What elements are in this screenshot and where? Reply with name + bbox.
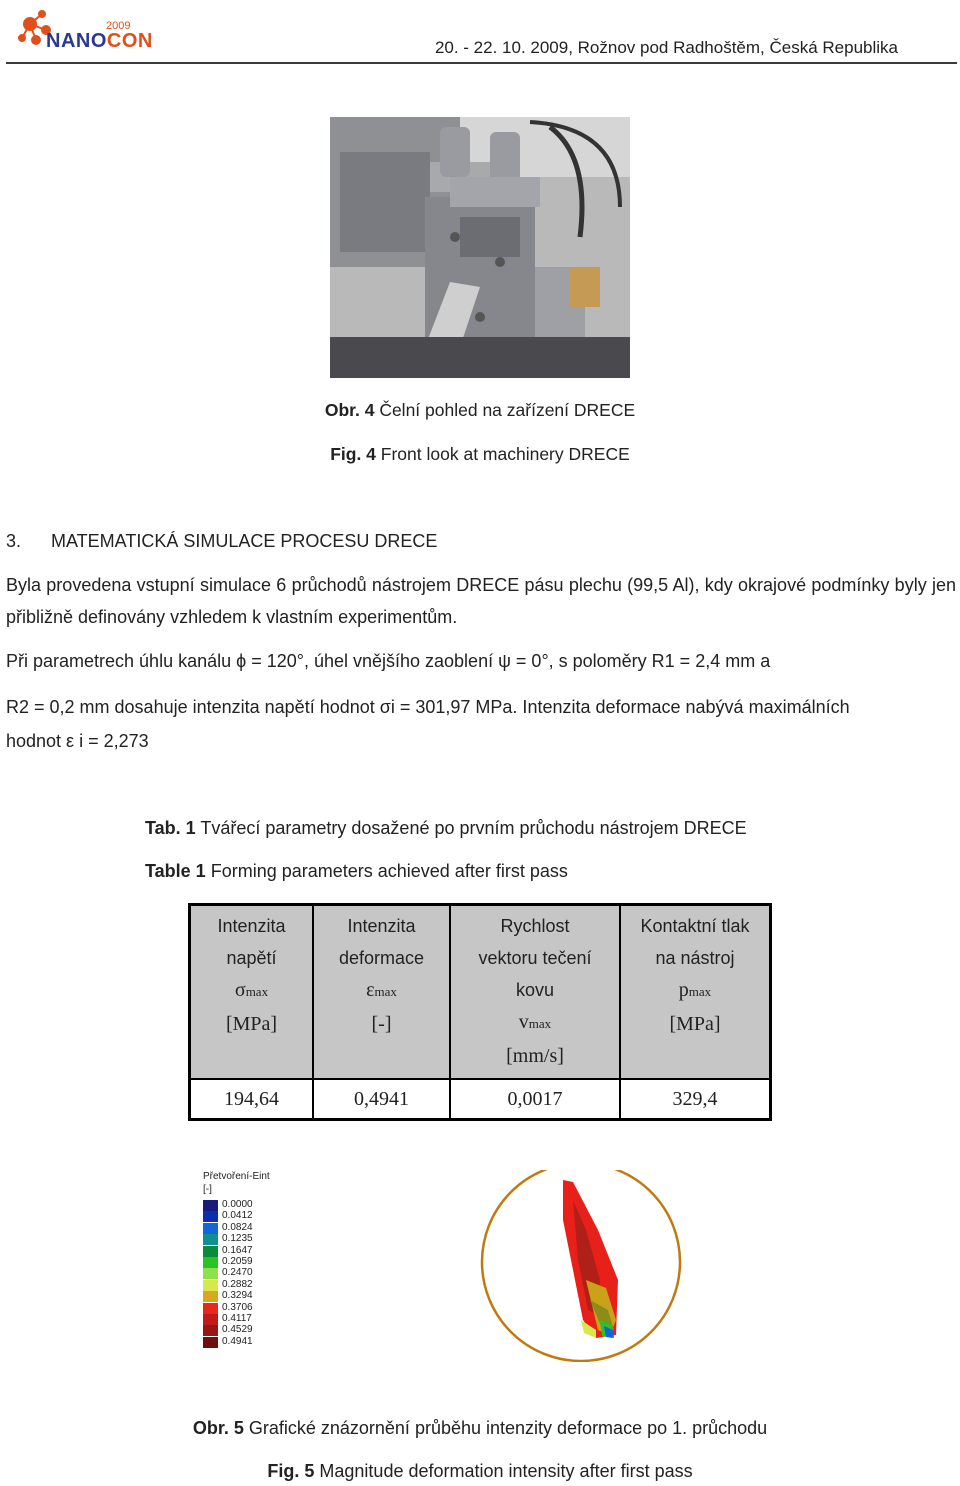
legend-title-line1: Přetvoření-Eint [203,1171,270,1182]
figure5-label-en: Fig. 5 [267,1461,315,1481]
legend-swatch [203,1211,218,1222]
legend-swatch [203,1337,218,1348]
legend-swatch [203,1246,218,1257]
header-line: vektoru tečení [478,948,592,968]
legend-swatch [203,1257,218,1268]
header-symbol: vmax [518,1011,552,1033]
header-unit: [mm/s] [506,1045,564,1067]
header-line: Intenzita [217,916,286,936]
figure4-text-en: Front look at machinery DRECE [375,444,630,464]
header-divider [6,62,957,64]
forming-parameters-table [188,903,772,1121]
legend-label: 0.2882 [222,1278,253,1290]
legend-swatch [203,1268,218,1279]
table1-caption-en [145,861,568,882]
header-line: napětí [226,948,277,968]
header-line: na nástroj [655,948,735,968]
legend-swatch [203,1200,218,1211]
paragraph-3-line2: hodnot ε i = 2,273 [6,731,149,751]
legend-swatch [203,1325,218,1336]
table-cell: 0,4941 [313,1079,450,1120]
header-line: deformace [338,948,425,968]
figure4-caption-cz [0,400,960,421]
section-title: MATEMATICKÁ SIMULACE PROCESU DRECE [51,531,438,551]
drece-machine-photo [330,117,630,378]
figure5-caption-cz [0,1418,960,1439]
logo-wordmark [46,30,153,53]
paragraph-1: Byla provedena vstupní simulace 6 průchodů nástrojem DRECE pásu plechu (99,5 Al), kdy okrajové podmínky byly jen přibližně definovány vzhledem k vlastním experimentům. [6,575,956,627]
figure4-text-cz: Čelní pohled na zařízení DRECE [374,400,636,420]
legend-swatch [203,1291,218,1302]
table-cell: 0,0017 [450,1079,620,1120]
legend-item [203,1337,263,1348]
conference-date-place: 20. - 22. 10. 2009, Rožnov pod Radhoštěm, Česká Republika [434,38,898,57]
figure4-label-en: Fig. 4 [330,444,376,464]
legend-swatch [203,1234,218,1245]
header-symbol: pmax [678,979,712,1001]
figure4-caption-en [0,444,960,465]
legend-label: 0.3294 [222,1290,253,1302]
section-heading [6,531,467,552]
legend-label: 0.4117 [222,1313,252,1324]
legend-swatch [203,1314,218,1325]
legend-swatch [203,1280,218,1291]
legend-label: 0.0000 [222,1199,253,1210]
logo-wordmark-con: CON [106,30,153,52]
legend-label: 0.1647 [222,1244,253,1256]
table-values-row [190,1079,771,1120]
legend-label: 0.2470 [222,1267,253,1279]
header-line: Rychlost [500,916,570,936]
header-symbol: εmax [366,979,397,1001]
table-header-cell [450,905,620,1080]
paragraph-3-line1: R2 = 0,2 mm dosahuje intenzita napětí hodnot σi = 301,97 MPa. Intenzita deformace nabývá maximálních [6,697,850,717]
legend-label: 0.0824 [222,1221,253,1233]
legend-label: 0.3706 [222,1301,253,1313]
figure5-text-cz: Grafické znázornění průběhu intenzity deformace po 1. průchodu [243,1418,768,1438]
deformation-simulation-image [478,1170,684,1362]
table-header-cell [190,905,314,1080]
figure5-label-cz: Obr. 5 [192,1418,244,1438]
header-symbol: σmax [234,979,269,1001]
header-unit: [MPa] [669,1013,721,1035]
header-line: kovu [515,980,555,1000]
figure5-caption-en [0,1461,960,1482]
table1-text-en: Forming parameters achieved after first pass [205,861,568,881]
section-number: 3. [6,531,22,551]
table-cell: 329,4 [620,1079,771,1120]
table-header-row [190,905,771,1080]
legend-title [203,1170,270,1196]
legend-label: 0.1235 [222,1233,253,1245]
header-line: Intenzita [347,916,416,936]
legend-swatch [203,1303,218,1314]
logo-year: 2009 [106,20,131,32]
logo-wordmark-nano: NANO [46,30,107,52]
header-unit: [MPa] [225,1013,278,1035]
legend-label: 0.4529 [222,1324,253,1336]
table-header-cell [313,905,450,1080]
legend-label: 0.0412 [222,1210,253,1222]
table1-label-en: Table 1 [145,861,206,881]
legend-label: 0.2059 [222,1256,253,1267]
header-line: Kontaktní tlak [640,916,750,936]
table-header-cell [620,905,771,1080]
table-cell: 194,64 [190,1079,314,1120]
legend-swatch [203,1223,218,1234]
table1-caption-cz [145,818,747,839]
figure5-text-en: Magnitude deformation intensity after first pass [314,1461,693,1481]
legend-label: 0.4941 [222,1335,253,1347]
header-unit: [-] [371,1013,392,1035]
legend-title-line2: [-] [203,1184,212,1195]
paragraph-2: Při parametrech úhlu kanálu ϕ = 120°, úhel vnějšího zaoblení ψ = 0°, s poloměry R1 = 2,4 mm a [6,651,771,671]
table1-text-cz: Tvářecí parametry dosažené po prvním průchodu nástrojem DRECE [195,818,747,838]
table1-label-cz: Tab. 1 [145,818,196,838]
figure4-label-cz: Obr. 4 [324,400,375,420]
